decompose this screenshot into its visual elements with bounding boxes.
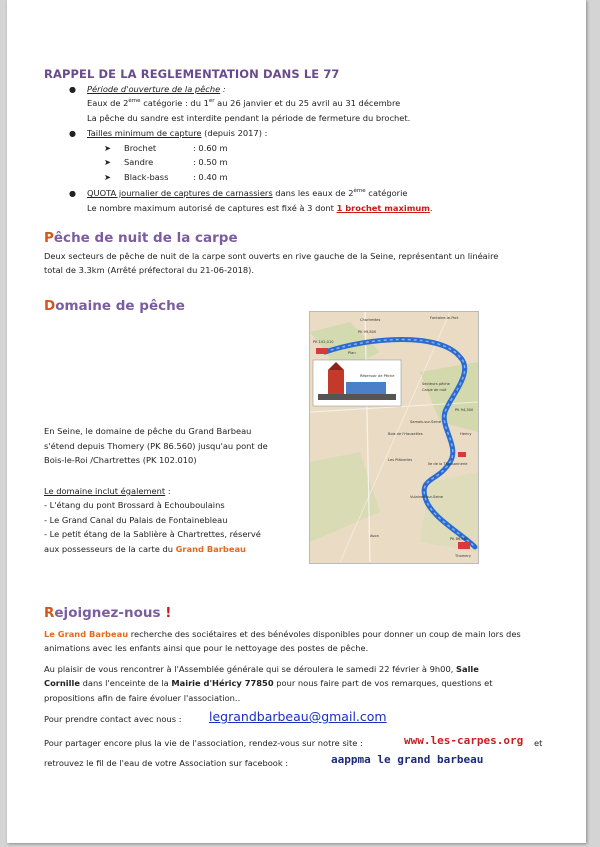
night-fishing-text: total de 3.3km (Arrêté préfectoral du 21-06-2018). xyxy=(44,265,255,275)
bullet-icon: ● xyxy=(69,189,76,198)
section-title-join: Rejoignez-nous ! xyxy=(44,605,172,621)
sandre-rule: La pêche du sandre est interdite pendant la période de fermeture du brochet. xyxy=(87,113,411,123)
map-label: Bois de l'Hauseilles xyxy=(388,432,423,436)
map-label: PK 99,800 xyxy=(358,330,377,334)
domain-list-item: aux possesseurs de la carte du Grand Barbeau xyxy=(44,544,246,554)
domain-text: En Seine, le domaine de pêche du Grand Barbeau xyxy=(44,426,252,436)
map-label: Vulaines-sur-Seine xyxy=(410,495,444,499)
opening-dates: Eaux de 2ème catégorie : du 1er au 26 janvier et du 25 avril au 31 décembre xyxy=(87,98,401,108)
website-link[interactable]: www.les-carpes.org xyxy=(404,734,524,747)
bullet-icon: ● xyxy=(69,85,76,94)
section-title-domain: Domaine de pêche xyxy=(44,298,185,314)
quota-rule: Le nombre maximum autorisé de captures est fixé à 3 dont 1 brochet maximum. xyxy=(87,203,433,213)
map-label: Hericy xyxy=(460,432,472,436)
map-label: PK 102,010 xyxy=(313,340,334,344)
share-text-end: et xyxy=(534,738,543,748)
arrow-icon: ➤ xyxy=(104,157,111,167)
domain-text: s'étend depuis Thomery (PK 86.560) jusqu'au pont de xyxy=(44,441,268,451)
map-label: Secteurs pêche xyxy=(422,382,450,386)
map-label: Plan xyxy=(348,351,356,355)
fish-name: Sandre xyxy=(124,157,154,167)
map-label: Avon xyxy=(370,534,379,538)
email-link[interactable]: legrandbarbeau@gmail.com xyxy=(209,709,387,724)
document-page xyxy=(7,0,586,843)
map-label: PK 94,300 xyxy=(455,408,474,412)
rappel-item-quota: QUOTA journalier de captures de carnassiers dans les eaux de 2ème catégorie xyxy=(87,188,408,198)
contact-label: Pour prendre contact avec nous : xyxy=(44,714,182,724)
map-label: PK 86,560 xyxy=(450,537,469,541)
domain-list-item: - Le petit étang de la Sablière à Chartrettes, réservé xyxy=(44,529,261,539)
domain-list-item: - L'étang du pont Brossard à Echouboulains xyxy=(44,500,225,510)
section-title-night-fishing: Pêche de nuit de la carpe xyxy=(44,230,238,246)
map-label: Samois-sur-Seine xyxy=(410,420,442,424)
rappel-title: RAPPEL DE LA REGLEMENTATION DANS LE 77 xyxy=(44,67,340,81)
fish-size: : 0.60 m xyxy=(193,143,228,153)
fish-name: Brochet xyxy=(124,143,157,153)
map-label: Ile de la Thassonnerie xyxy=(428,462,468,466)
rappel-item-sizes: Tailles minimum de capture (depuis 2017) : xyxy=(87,128,268,138)
domain-list-item: - Le Grand Canal du Palais de Fontainebleau xyxy=(44,515,228,525)
join-text: Le Grand Barbeau recherche des sociétaires et des bénévoles disponibles pour donner un coup de main lors des xyxy=(44,629,521,639)
fish-size: : 0.40 m xyxy=(193,172,228,182)
map-label: Les Plâtreries xyxy=(388,458,413,462)
assembly-text: Au plaisir de vous rencontrer à l'Assemblée générale qui se déroulera le samedi 22 février à 9h00, Salle xyxy=(44,664,479,674)
join-text: animations avec les enfants ainsi que pour le nettoyage des postes de pêche. xyxy=(44,643,369,653)
map-label: Thomery xyxy=(455,554,471,558)
arrow-icon: ➤ xyxy=(104,172,111,182)
map-label: Réservoir de Pêche xyxy=(360,374,395,378)
fish-size: : 0.50 m xyxy=(193,157,228,167)
map-graphic xyxy=(310,312,478,563)
night-fishing-text: Deux secteurs de pêche de nuit de la carpe sont ouverts en rive gauche de la Seine, représentant un linéaire xyxy=(44,251,499,261)
domain-includes-heading: Le domaine inclut également : xyxy=(44,486,171,496)
facebook-text: retrouvez le fil de l'eau de votre Association sur facebook : xyxy=(44,758,289,768)
arrow-icon: ➤ xyxy=(104,143,111,153)
fishing-domain-map xyxy=(309,311,479,564)
fish-name: Black-bass xyxy=(124,172,169,182)
map-label: Chartrettes xyxy=(360,318,381,322)
assembly-text: propositions afin de faire évoluer l'association.. xyxy=(44,693,241,703)
map-label: Carpe de nuit xyxy=(422,388,447,392)
facebook-page-name[interactable]: aappma le grand barbeau xyxy=(331,753,484,766)
bullet-icon: ● xyxy=(69,129,76,138)
map-label: Fontaine-le-Port xyxy=(430,316,459,320)
assembly-text: Cornille dans l'enceinte de la Mairie d'Héricy 77850 pour nous faire part de vos remarques, questions et xyxy=(44,678,493,688)
domain-text: Bois-le-Roi /Chartrettes (PK 102.010) xyxy=(44,455,197,465)
share-text: Pour partager encore plus la vie de l'association, rendez-vous sur notre site : xyxy=(44,738,363,748)
rappel-item-opening: Période d'ouverture de la pêche : xyxy=(87,84,226,94)
